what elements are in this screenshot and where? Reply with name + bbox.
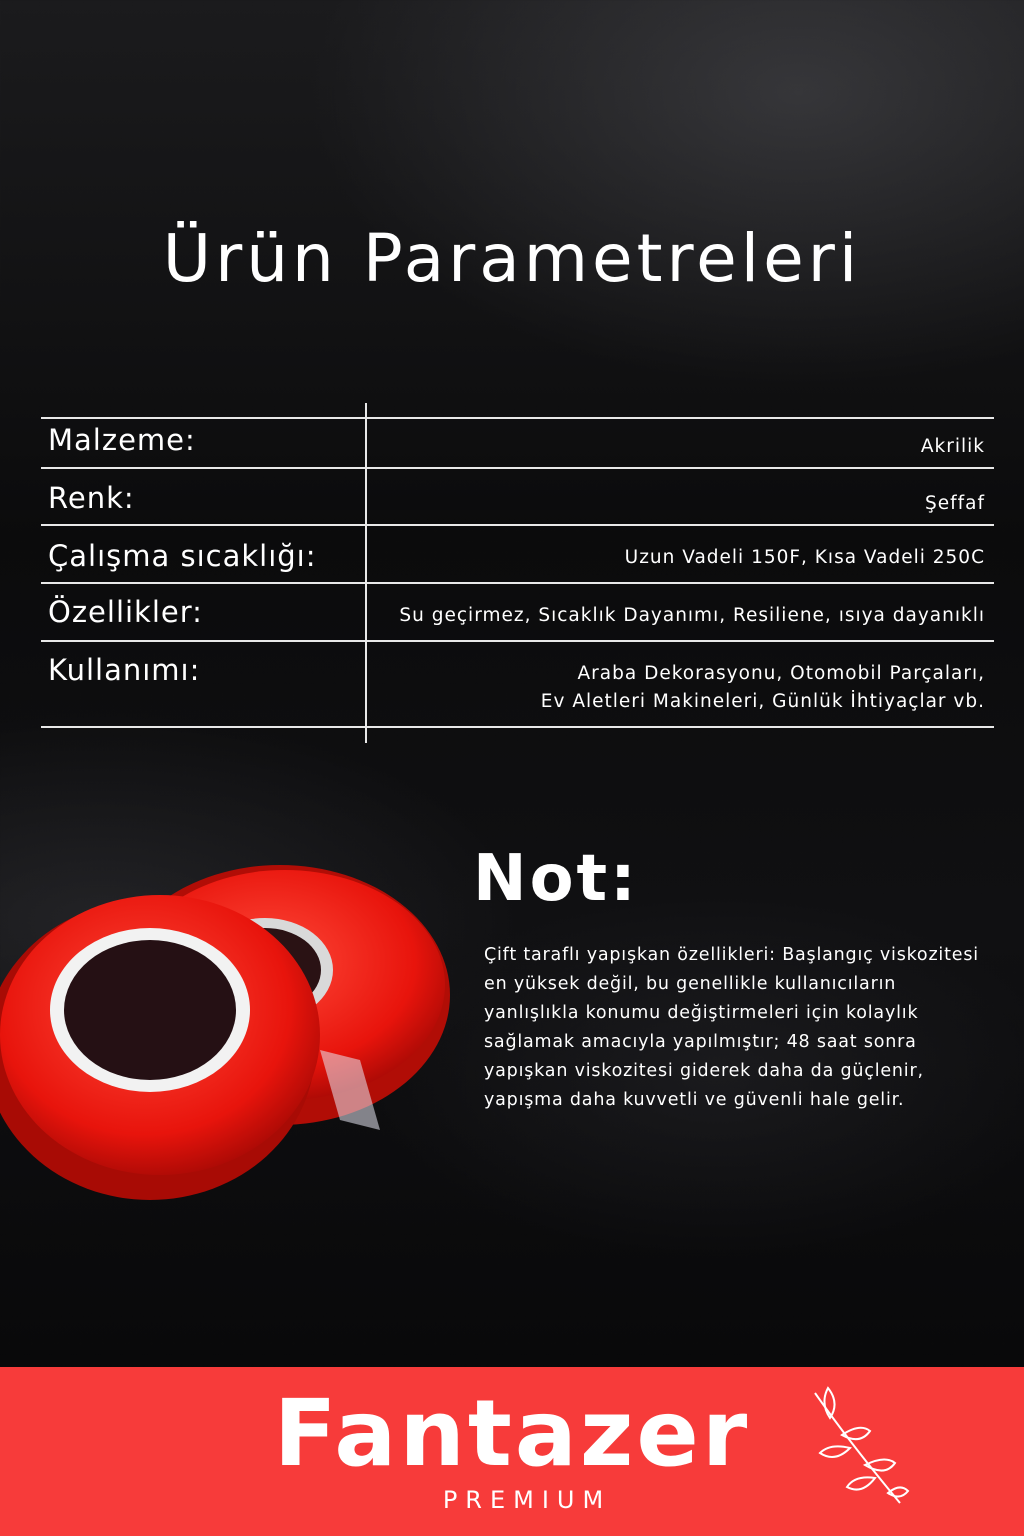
param-value: Akrilik <box>920 436 985 457</box>
param-value <box>541 660 985 716</box>
table-divider <box>41 417 994 419</box>
param-value: Şeffaf <box>924 493 985 514</box>
brand-subtitle: PREMIUM <box>442 1486 612 1514</box>
param-label: Çalışma sıcaklığı: <box>48 539 317 573</box>
param-label: Malzeme: <box>48 423 196 457</box>
param-value-line: Araba Dekorasyonu, Otomobil Parçaları, <box>577 663 985 684</box>
table-divider <box>41 582 994 584</box>
leaf-branch-icon <box>800 1383 910 1513</box>
table-divider-vertical <box>365 403 367 743</box>
table-divider <box>41 467 994 469</box>
tape-rolls-image <box>0 860 470 1200</box>
brand-name: Fantazer <box>273 1380 751 1487</box>
note-text: Çift taraflı yapışkan özellikleri: Başlangıç viskozitesi en yüksek değil, bu genellikle kullanıcıların yanlışlıkla konumu değiştirmeleri için kolaylık sağlamak amacıyla yapılmıştır; 48 saat sonra yapışkan viskozitesi giderek daha da güçlenir, yapışma daha kuvvetli ve güvenli hale gelir. <box>484 945 979 1110</box>
table-divider <box>41 524 994 526</box>
param-label: Renk: <box>48 481 135 515</box>
param-label: Kullanımı: <box>48 653 201 687</box>
table-divider <box>41 640 994 642</box>
table-divider <box>41 726 994 728</box>
param-value: Uzun Vadeli 150F, Kısa Vadeli 250C <box>624 547 985 568</box>
page-title: Ürün Parametreleri <box>162 220 862 297</box>
note-title: Not: <box>473 842 639 916</box>
param-value-line: Ev Aletleri Makineleri, Günlük İhtiyaçlar vb. <box>540 691 985 712</box>
parameters-table <box>41 403 994 743</box>
param-value: Su geçirmez, Sıcaklık Dayanımı, Resiliene, ısıya dayanıklı <box>399 605 985 626</box>
param-label: Özellikler: <box>48 595 203 629</box>
